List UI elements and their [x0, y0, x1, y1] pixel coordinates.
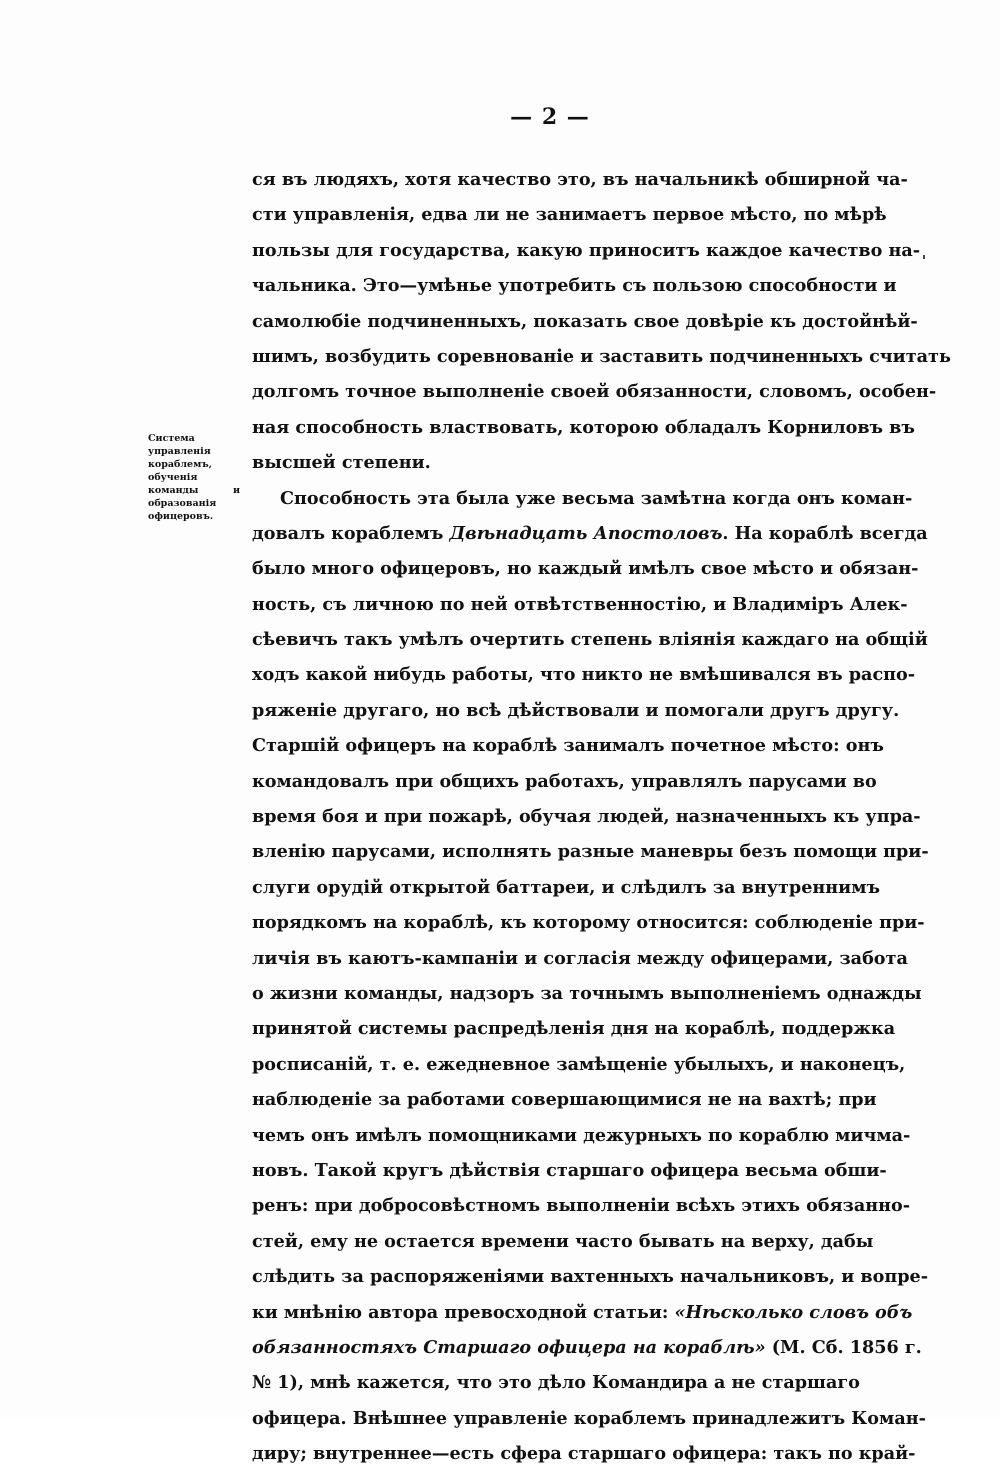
text-run: довалъ кораблемъ: [252, 522, 450, 544]
text-line: офицера. Внѣшнее управленіе кораблемъ принадлежитъ Коман-: [252, 1407, 926, 1429]
text-line: ность, съ личною по ней отвѣтственностію, и Владиміръ Алек-: [252, 593, 908, 615]
text-line: новъ. Такой кругъ дѣйствія старшаго офицера весьма обши-: [252, 1159, 887, 1181]
page-number: — 2 —: [510, 104, 590, 130]
text-line: Старшій офицеръ на кораблѣ занималъ почетное мѣсто: онъ: [252, 735, 884, 757]
text-line: чемъ онъ имѣлъ помощниками дежурныхъ по кораблю мичма-: [252, 1124, 911, 1146]
text-line: долгомъ точное выполненіе своей обязанности, словомъ, особен-: [252, 381, 937, 403]
text-line: слѣдить за распоряженіями вахтенныхъ начальниковъ, и вопре-: [252, 1266, 929, 1288]
text-line: Способность эта была уже весьма замѣтна когда онъ коман-: [280, 487, 913, 509]
text-line: [252, 1330, 922, 1365]
text-line: о жизни команды, надзоръ за точнымъ выполненіемъ однажды: [252, 982, 922, 1004]
text-line: [252, 1295, 913, 1330]
text-line: слуги орудій открытой баттареи, и слѣдилъ за внутреннимъ: [252, 876, 881, 898]
article-title: «Нѣсколько словъ объ: [674, 1301, 913, 1323]
text-line: личія въ каютъ-кампаніи и согласія между офицерами, забота: [252, 947, 908, 969]
text-line: ная способность властвовать, которою обладалъ Корниловъ въ: [252, 416, 915, 438]
text-line: ряженіе другаго, но всѣ дѣйствовали и помогали другъ другу.: [252, 699, 900, 721]
text-run: ки мнѣнію автора превосходной статьи:: [252, 1301, 675, 1323]
text-line: шимъ, возбудить соревнованіе и заставить подчиненныхъ считать: [252, 345, 951, 367]
text-line: пользы для государства, какую приноситъ каждое качество на-: [252, 239, 921, 261]
text-line: командовалъ при общихъ работахъ, управлялъ парусами во: [252, 770, 877, 792]
article-title: обязанностяхъ Старшаго офицера на кораблѣ»: [252, 1336, 766, 1358]
text-line: ся въ людяхъ, хотя качество это, въ начальникѣ обширной ча-: [252, 169, 908, 190]
margin-note: Система управленія кораблемъ, обученія команды и образованія офицеровъ.: [148, 433, 240, 522]
text-line: принятой системы распредѣленія дня на кораблѣ, поддержка: [252, 1018, 896, 1040]
text-line: сѣевичъ такъ умѣлъ очертить степень вліянія каждаго на общій: [252, 629, 928, 651]
text-line: сти управленія, едва ли не занимаетъ первое мѣсто, по мѣрѣ: [252, 204, 887, 226]
margin-speck: [923, 255, 925, 259]
text-line: время боя и при пожарѣ, обучая людей, назначенныхъ къ упра-: [252, 806, 921, 828]
text-line: высшей степени.: [252, 452, 431, 474]
text-line: ходъ какой нибудь работы, что никто не вмѣшивался въ распо-: [252, 664, 916, 686]
text-line: самолюбіе подчиненныхъ, показать свое довѣріе къ достойнѣй-: [252, 310, 918, 332]
text-line: наблюденіе за работами совершающимися не на вахтѣ; при: [252, 1089, 877, 1111]
text-line: чальника. Это—умѣнье употребить съ пользою способности и: [252, 275, 897, 297]
text-run: (М. Сб. 1856 г.: [765, 1336, 922, 1358]
ship-name: Двѣнадцать Апостоловъ: [449, 522, 723, 544]
text-run: . На кораблѣ всегда: [722, 522, 928, 544]
body-text: [252, 162, 951, 1471]
text-line: стей, ему не остается времени часто бывать на верху, дабы: [252, 1230, 874, 1252]
text-line: диру; внутреннее—есть сфера старшаго офицера: такъ по край-: [252, 1443, 916, 1465]
text-line: порядкомъ на кораблѣ, къ которому относится: соблюденіе при-: [252, 912, 925, 934]
text-line: [252, 516, 928, 551]
text-line: № 1), мнѣ кажется, что это дѣло Командира а не старшаго: [252, 1372, 860, 1394]
text-line: ренъ: при добросовѣстномъ выполненіи всѣхъ этихъ обязанно-: [252, 1195, 911, 1217]
text-line: вленію парусами, исполнять разные маневры безъ помощи при-: [252, 841, 929, 863]
text-line: было много офицеровъ, но каждый имѣлъ свое мѣсто и обязан-: [252, 558, 919, 580]
text-line: росписаній, т. е. ежедневное замѣщеніе убылыхъ, и наконецъ,: [252, 1053, 906, 1075]
